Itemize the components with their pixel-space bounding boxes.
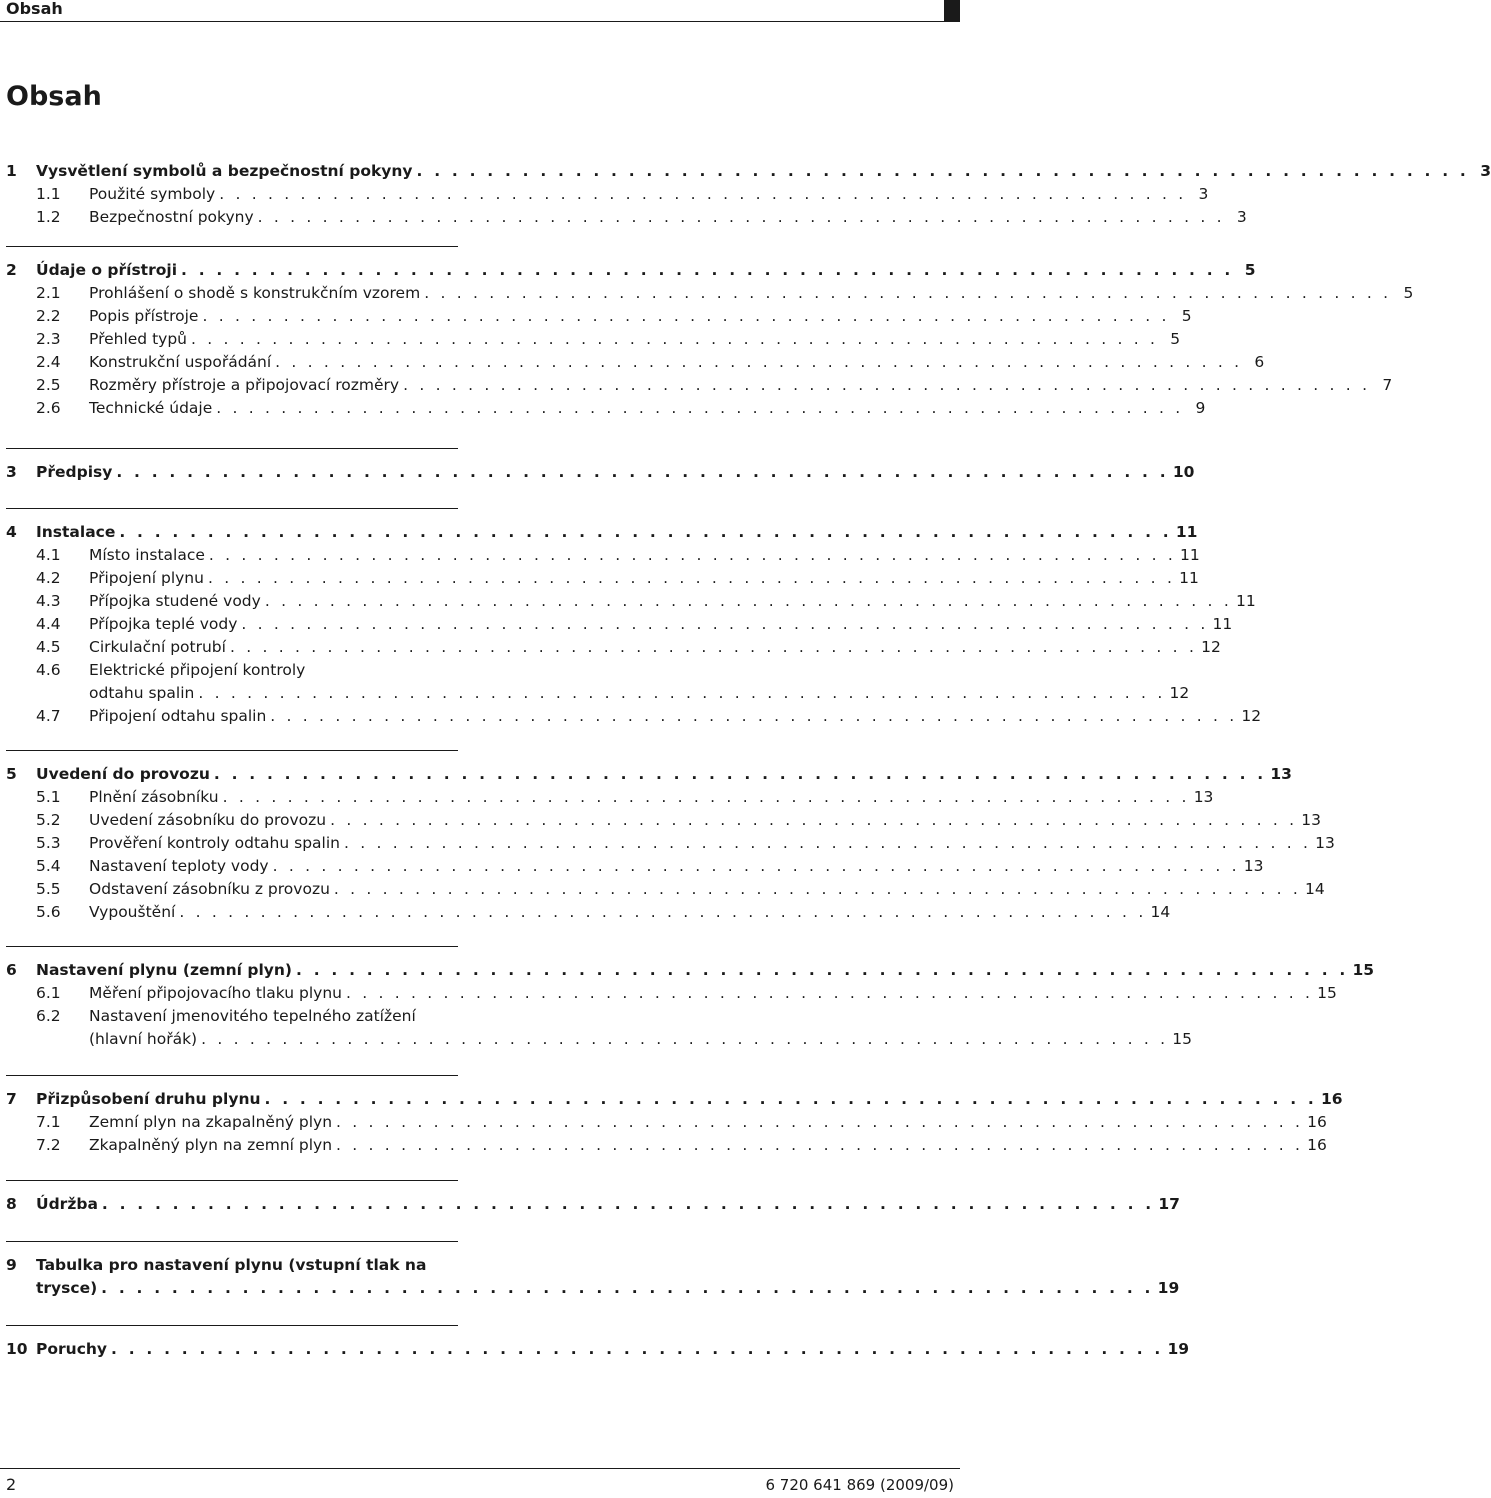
toc-entry-title: Odstavení zásobníku z provozu	[89, 880, 330, 898]
toc-section-row[interactable]	[6, 305, 1192, 328]
toc-entry-number: 5.6	[36, 903, 61, 921]
toc-chapter-row[interactable]	[6, 521, 1198, 544]
toc-entry-number: 7.2	[36, 1136, 61, 1154]
toc-page-number: 14	[1150, 903, 1171, 921]
toc-dot-leader: . . . . . . . . . . . . . . . . . . . . . . . . . . . . . . . . . . . . . . . . . . . . . . . . . . . . . . . . . . . .	[207, 569, 1176, 587]
toc-page-number: 3	[1198, 185, 1209, 203]
toc-page-number: 11	[1180, 546, 1200, 564]
toc-page-number: 15	[1317, 984, 1337, 1002]
toc-dot-leader: . . . . . . . . . . . . . . . . . . . . . . . . . . . . . . . . . . . . . . . . . . . . . . . . . . . . . . . . . . . .	[424, 284, 1392, 302]
toc-entry-title: Cirkulační potrubí	[89, 638, 226, 656]
toc-dot-leader: . . . . . . . . . . . . . . . . . . . . . . . . . . . . . . . . . . . . . . . . . . . . . . . . . . . . . . . . . . . .	[346, 984, 1314, 1002]
footer-page-number: 2	[6, 1475, 17, 1494]
toc-entry-title: Připojení plynu	[89, 569, 204, 587]
toc-chapter-block	[6, 1088, 1343, 1157]
toc-page-number: 11	[1235, 592, 1256, 610]
toc-entry-title: trysce)	[36, 1279, 98, 1297]
footer-doc-code: 6 720 641 869 (2009/09)	[765, 1476, 954, 1494]
toc-entry-number: 6	[6, 961, 17, 979]
toc-page-number: 19	[1167, 1340, 1190, 1358]
toc-page-number: 11	[1175, 523, 1198, 541]
toc-page-number: 5	[1244, 261, 1256, 279]
toc-entry-number: 10	[6, 1340, 28, 1358]
toc-page-number: 12	[1241, 707, 1262, 725]
toc-entry-title: Nastavení plynu (zemní plyn)	[36, 961, 293, 979]
toc-dot-leader: . . . . . . . . . . . . . . . . . . . . . . . . . . . . . . . . . . . . . . . . . . . . . . . . . . . . . . . . . . . .	[272, 857, 1240, 875]
toc-entry-title: Uvedení do provozu	[36, 765, 210, 783]
toc-section-row[interactable]	[6, 374, 1393, 397]
toc-chapter-block	[6, 1193, 1180, 1216]
toc-chapter-row[interactable]	[6, 160, 1491, 183]
toc-page-number: 16	[1307, 1113, 1327, 1131]
toc-entry-number: 3	[6, 463, 17, 481]
toc-entry-title: Instalace	[36, 523, 116, 541]
toc-entry-number: 1.2	[36, 208, 61, 226]
toc-entry-title: Bezpečnostní pokyny	[89, 208, 254, 226]
toc-dot-leader: . . . . . . . . . . . . . . . . . . . . . . . . . . . . . . . . . . . . . . . . . . . . . . . . . . . . . . . . . . . .	[101, 1279, 1154, 1297]
chapter-divider	[6, 1241, 458, 1242]
toc-entry-title: Konstrukční uspořádání	[89, 353, 272, 371]
toc-chapter-row[interactable]	[6, 1088, 1343, 1111]
toc-entry-number: 5.1	[36, 788, 61, 806]
toc-page-number: 13	[1243, 857, 1264, 875]
toc-entry-number: 2.4	[36, 353, 61, 371]
chapter-divider	[6, 246, 458, 247]
toc-dot-leader: . . . . . . . . . . . . . . . . . . . . . . . . . . . . . . . . . . . . . . . . . . . . . . . . . . . . . . . . . . . .	[101, 1195, 1155, 1213]
toc-entry-number: 4.1	[36, 546, 61, 564]
toc-entry-title: Vypouštění	[89, 903, 176, 921]
toc-entry-title: Přípojka studené vody	[89, 592, 261, 610]
toc-entry-number: 2.2	[36, 307, 61, 325]
toc-dot-leader: . . . . . . . . . . . . . . . . . . . . . . . . . . . . . . . . . . . . . . . . . . . . . . . . . . . . . . . . . . . .	[191, 330, 1159, 348]
toc-entry-title: Přehled typů	[89, 330, 187, 348]
toc-dot-leader: . . . . . . . . . . . . . . . . . . . . . . . . . . . . . . . . . . . . . . . . . . . . . . . . . . . . . . . . . . . .	[201, 1030, 1169, 1048]
toc-chapter-block	[6, 959, 1375, 1051]
toc-page-number: 13	[1193, 788, 1214, 806]
toc-page-number: 5	[1170, 330, 1181, 348]
toc-chapter-row[interactable]	[6, 763, 1292, 786]
toc-section-row[interactable]	[6, 832, 1335, 855]
toc-page-number: 3	[1480, 162, 1491, 180]
toc-chapter-row[interactable]	[6, 259, 1256, 282]
toc-chapter-block	[6, 521, 1262, 728]
toc-dot-leader: . . . . . . . . . . . . . . . . . . . . . . . . . . . . . . . . . . . . . . . . . . . . . . . . . . . . . . . . . . . .	[216, 399, 1184, 417]
chapter-divider	[6, 508, 458, 509]
toc-entry-title: Uvedení zásobníku do provozu	[89, 811, 327, 829]
toc-entry-number: 5.2	[36, 811, 61, 829]
toc-entry-title: Nastavení teploty vody	[89, 857, 269, 875]
toc-page-number: 16	[1321, 1090, 1343, 1108]
header-title: Obsah	[6, 0, 63, 18]
toc-chapter-row[interactable]	[6, 959, 1375, 982]
toc-section-row[interactable]	[6, 901, 1171, 924]
toc-section-row[interactable]	[6, 282, 1414, 305]
toc-section-row[interactable]	[6, 613, 1233, 636]
chapter-divider	[6, 946, 458, 947]
toc-chapter-block	[6, 1338, 1190, 1361]
toc-dot-leader: . . . . . . . . . . . . . . . . . . . . . . . . . . . . . . . . . . . . . . . . . . . . . . . . . . . . . . . . . . . .	[416, 162, 1470, 180]
toc-entry-title: Elektrické připojení kontroly	[89, 661, 306, 679]
toc-page-number: 7	[1382, 376, 1393, 394]
toc-dot-leader: . . . . . . . . . . . . . . . . . . . . . . . . . . . . . . . . . . . . . . . . . . . . . . . . . . . . . . . . . . . .	[343, 834, 1312, 852]
toc-entry-title: Místo instalace	[89, 546, 205, 564]
toc-entry-title: Plnění zásobníku	[89, 788, 219, 806]
toc-page-number: 17	[1158, 1195, 1180, 1213]
toc-entry-number: 9	[6, 1256, 17, 1274]
toc-entry-number: 2.3	[36, 330, 61, 348]
toc-entry-number: 7	[6, 1090, 17, 1108]
toc-dot-leader: . . . . . . . . . . . . . . . . . . . . . . . . . . . . . . . . . . . . . . . . . . . . . . . . . . . . . . . . . . . .	[181, 261, 1234, 279]
toc-entry-title: Prověření kontroly odtahu spalin	[89, 834, 340, 852]
toc-section-row[interactable]	[6, 982, 1337, 1005]
toc-entry-number: 8	[6, 1195, 17, 1213]
toc-entry-number: 5.5	[36, 880, 61, 898]
toc-entry-number: 1	[6, 162, 17, 180]
toc-page-number: 13	[1270, 765, 1292, 783]
toc-page-number: 3	[1236, 208, 1247, 226]
toc-section-row[interactable]	[6, 878, 1325, 901]
toc-page-number: 12	[1169, 684, 1190, 702]
toc-dot-leader: . . . . . . . . . . . . . . . . . . . . . . . . . . . . . . . . . . . . . . . . . . . . . . . . . . . . . . . . . . . .	[229, 638, 1198, 656]
toc-chapter-row[interactable]	[6, 1338, 1190, 1361]
toc-entry-number: 1.1	[36, 185, 61, 203]
toc-entry-title: Údržba	[36, 1195, 98, 1213]
toc-entry-number: 5.3	[36, 834, 61, 852]
toc-section-row[interactable]	[6, 855, 1264, 878]
toc-dot-leader: . . . . . . . . . . . . . . . . . . . . . . . . . . . . . . . . . . . . . . . . . . . . . . . . . . . . . . . . . . . .	[213, 765, 1267, 783]
toc-entry-title: Technické údaje	[89, 399, 213, 417]
toc-page-number: 15	[1352, 961, 1375, 979]
toc-entry-title: Měření připojovacího tlaku plynu	[89, 984, 342, 1002]
toc-section-row[interactable]	[6, 1111, 1327, 1134]
toc-section-row[interactable]	[6, 1028, 1192, 1051]
toc-section-row[interactable]	[6, 544, 1200, 567]
chapter-divider	[6, 750, 458, 751]
toc-dot-leader: . . . . . . . . . . . . . . . . . . . . . . . . . . . . . . . . . . . . . . . . . . . . . . . . . . . . . . . . . . . .	[222, 788, 1190, 806]
chapter-divider	[6, 1075, 458, 1076]
chapter-divider	[6, 1325, 458, 1326]
toc-section-row[interactable]	[6, 567, 1199, 590]
chapter-divider	[6, 1180, 458, 1181]
toc-dot-leader: . . . . . . . . . . . . . . . . . . . . . . . . . . . . . . . . . . . . . . . . . . . . . . . . . . . . . . . . . . . .	[270, 707, 1238, 725]
toc-section-row[interactable]	[6, 659, 458, 682]
toc-dot-leader: . . . . . . . . . . . . . . . . . . . . . . . . . . . . . . . . . . . . . . . . . . . . . . . . . . . . . . . . . . . .	[336, 1113, 1304, 1131]
toc-entry-number: 4.2	[36, 569, 61, 587]
toc-dot-leader: . . . . . . . . . . . . . . . . . . . . . . . . . . . . . . . . . . . . . . . . . . . . . . . . . . . . . . . . . . . .	[264, 592, 1232, 610]
toc-entry-number: 2.1	[36, 284, 61, 302]
toc-page-number: 5	[1181, 307, 1192, 325]
toc-entry-title: odtahu spalin	[89, 684, 195, 702]
toc-section-row[interactable]	[6, 183, 1209, 206]
toc-chapter-block	[6, 763, 1335, 924]
toc-dot-leader: . . . . . . . . . . . . . . . . . . . . . . . . . . . . . . . . . . . . . . . . . . . . . . . . . . . . . . . . . . . .	[179, 903, 1147, 921]
toc-dot-leader: . . . . . . . . . . . . . . . . . . . . . . . . . . . . . . . . . . . . . . . . . . . . . . . . . . . . . . . . . . . .	[275, 353, 1243, 371]
toc-entry-title: Předpisy	[36, 463, 113, 481]
toc-dot-leader: . . . . . . . . . . . . . . . . . . . . . . . . . . . . . . . . . . . . . . . . . . . . . . . . . . . . . . . . . . . .	[116, 463, 1169, 481]
toc-entry-number: 6.1	[36, 984, 61, 1002]
toc-dot-leader: . . . . . . . . . . . . . . . . . . . . . . . . . . . . . . . . . . . . . . . . . . . . . . . . . . . . . . . . . . . .	[219, 185, 1187, 203]
toc-page-number: 16	[1307, 1136, 1327, 1154]
toc-entry-number: 4	[6, 523, 17, 541]
toc-dot-leader: . . . . . . . . . . . . . . . . . . . . . . . . . . . . . . . . . . . . . . . . . . . . . . . . . . . . . . . . . . . .	[198, 684, 1166, 702]
toc-page-number: 11	[1212, 615, 1233, 633]
toc-entry-title: Údaje o přístroji	[36, 261, 178, 279]
toc-section-row[interactable]	[6, 206, 1247, 229]
toc-dot-leader: . . . . . . . . . . . . . . . . . . . . . . . . . . . . . . . . . . . . . . . . . . . . . . . . . . . . . . . . . . . .	[257, 208, 1225, 226]
toc-entry-number: 4.7	[36, 707, 61, 725]
chapter-divider	[6, 448, 458, 449]
toc-section-row[interactable]	[6, 328, 1181, 351]
toc-page-number: 12	[1201, 638, 1221, 656]
toc-entry-number: 4.3	[36, 592, 61, 610]
toc-dot-leader: . . . . . . . . . . . . . . . . . . . . . . . . . . . . . . . . . . . . . . . . . . . . . . . . . . . . . . . . . . . .	[330, 811, 1298, 829]
toc-page-number: 19	[1157, 1279, 1180, 1297]
footer-rule	[0, 1468, 960, 1469]
toc-entry-title: Zkapalněný plyn na zemní plyn	[89, 1136, 333, 1154]
toc-chapter-row[interactable]	[6, 1254, 458, 1277]
toc-entry-title: Připojení odtahu spalin	[89, 707, 267, 725]
toc-entry-number: 2	[6, 261, 17, 279]
toc-dot-leader: . . . . . . . . . . . . . . . . . . . . . . . . . . . . . . . . . . . . . . . . . . . . . . . . . . . . . . . . . . . .	[119, 523, 1172, 541]
toc-section-row[interactable]	[6, 590, 1256, 613]
toc-chapter-block	[6, 259, 1414, 420]
toc-dot-leader: . . . . . . . . . . . . . . . . . . . . . . . . . . . . . . . . . . . . . . . . . . . . . . . . . . . . . . . . . . . .	[202, 307, 1170, 325]
toc-entry-title: Nastavení jmenovitého tepelného zatížení	[89, 1007, 416, 1025]
toc-page-number: 13	[1315, 834, 1335, 852]
toc-entry-title: Prohlášení o shodě s konstrukčním vzorem	[89, 284, 421, 302]
toc-section-row[interactable]	[6, 351, 1265, 374]
toc-page-number: 13	[1301, 811, 1321, 829]
toc-entry-title: Tabulka pro nastavení plynu (vstupní tlak na	[36, 1256, 427, 1274]
toc-page-number: 9	[1195, 399, 1206, 417]
toc-section-row[interactable]	[6, 786, 1214, 809]
toc-entry-title: Popis přístroje	[89, 307, 199, 325]
toc-entry-number: 5	[6, 765, 17, 783]
toc-dot-leader: . . . . . . . . . . . . . . . . . . . . . . . . . . . . . . . . . . . . . . . . . . . . . . . . . . . . . . . . . . . .	[333, 880, 1302, 898]
toc-page-number: 11	[1179, 569, 1199, 587]
toc-page-number: 5	[1403, 284, 1414, 302]
toc-dot-leader: . . . . . . . . . . . . . . . . . . . . . . . . . . . . . . . . . . . . . . . . . . . . . . . . . . . . . . . . . . . .	[403, 376, 1371, 394]
page-footer	[0, 1470, 960, 1496]
toc-chapter-block	[6, 160, 1491, 229]
toc-entry-title: Přípojka teplé vody	[89, 615, 238, 633]
page-title: Obsah	[6, 81, 102, 112]
toc-entry-number: 4.4	[36, 615, 61, 633]
toc-entry-title: Zemní plyn na zkapalněný plyn	[89, 1113, 333, 1131]
toc-entry-number: 4.6	[36, 661, 61, 679]
toc-entry-number: 2.6	[36, 399, 61, 417]
toc-section-row[interactable]	[6, 397, 1206, 420]
toc-page-number: 6	[1254, 353, 1265, 371]
toc-entry-number: 2.5	[36, 376, 61, 394]
toc-entry-title: Poruchy	[36, 1340, 108, 1358]
toc-dot-leader: . . . . . . . . . . . . . . . . . . . . . . . . . . . . . . . . . . . . . . . . . . . . . . . . . . . . . . . . . . . .	[336, 1136, 1304, 1154]
toc-chapter-block	[6, 461, 1195, 484]
toc-dot-leader: . . . . . . . . . . . . . . . . . . . . . . . . . . . . . . . . . . . . . . . . . . . . . . . . . . . . . . . . . . . .	[208, 546, 1177, 564]
toc-chapter-row[interactable]	[6, 1277, 1180, 1300]
toc-entry-title: Přizpůsobení druhu plynu	[36, 1090, 261, 1108]
toc-page-number: 10	[1172, 463, 1195, 481]
toc-entry-number: 7.1	[36, 1113, 61, 1131]
toc-page-number: 15	[1172, 1030, 1192, 1048]
toc-chapter-block	[6, 1254, 1180, 1300]
toc-section-row[interactable]	[6, 636, 1221, 659]
toc-section-row[interactable]	[6, 809, 1321, 832]
toc-section-row[interactable]	[6, 705, 1262, 728]
toc-section-row[interactable]	[6, 1005, 458, 1028]
toc-entry-number: 4.5	[36, 638, 61, 656]
toc-dot-leader: . . . . . . . . . . . . . . . . . . . . . . . . . . . . . . . . . . . . . . . . . . . . . . . . . . . . . . . . . . . .	[296, 961, 1349, 979]
toc-entry-number: 6.2	[36, 1007, 61, 1025]
toc-entry-title: (hlavní hořák)	[89, 1030, 198, 1048]
toc-section-row[interactable]	[6, 682, 1190, 705]
toc-entry-title: Použité symboly	[89, 185, 216, 203]
toc-entry-number: 5.4	[36, 857, 61, 875]
toc-page-number: 14	[1305, 880, 1325, 898]
toc-dot-leader: . . . . . . . . . . . . . . . . . . . . . . . . . . . . . . . . . . . . . . . . . . . . . . . . . . . . . . . . . . . .	[111, 1340, 1164, 1358]
toc-section-row[interactable]	[6, 1134, 1327, 1157]
toc-chapter-row[interactable]	[6, 461, 1195, 484]
toc-chapter-row[interactable]	[6, 1193, 1180, 1216]
toc-entry-title: Rozměry přístroje a připojovací rozměry	[89, 376, 400, 394]
toc-entry-title: Vysvětlení symbolů a bezpečnostní pokyny	[36, 162, 413, 180]
toc-dot-leader: . . . . . . . . . . . . . . . . . . . . . . . . . . . . . . . . . . . . . . . . . . . . . . . . . . . . . . . . . . . .	[241, 615, 1209, 633]
toc-dot-leader: . . . . . . . . . . . . . . . . . . . . . . . . . . . . . . . . . . . . . . . . . . . . . . . . . . . . . . . . . . . .	[264, 1090, 1317, 1108]
